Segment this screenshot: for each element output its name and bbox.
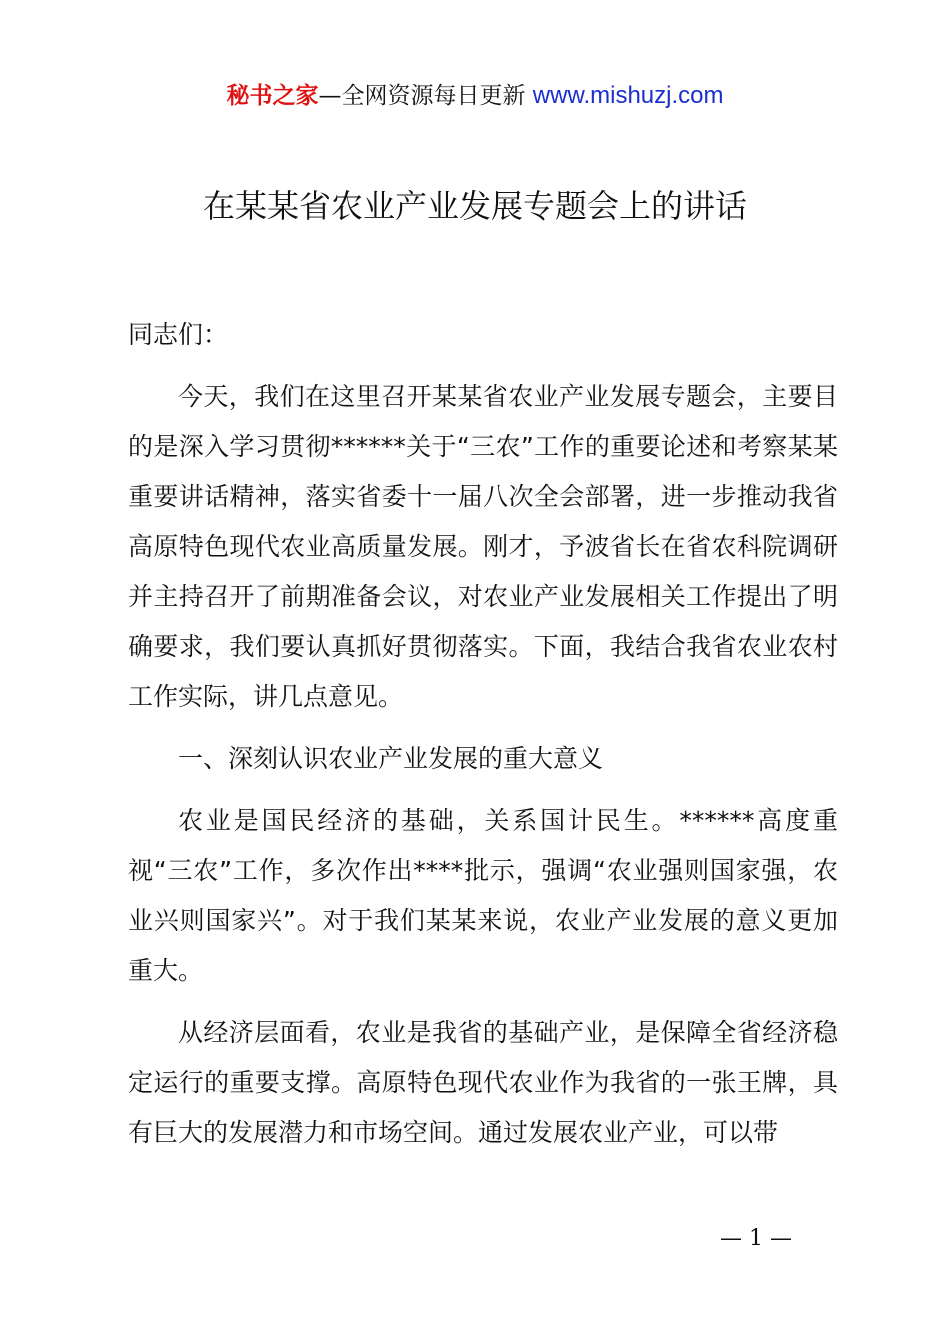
salutation: 同志们： [128,320,229,349]
brand-name: 秘书之家 [226,83,319,109]
page-number: — 1 — [720,1226,792,1251]
section-heading: 一、深刻认识农业产业发展的重大意义 [178,744,604,773]
document-title: 在某某省农业产业发展专题会上的讲话 [202,187,747,225]
site-header [0,80,950,112]
paragraph: 农业是国民经济的基础，关系国计民生。******高度重视“三农”工作，多次作出****批示，强调“农业强则国家强，农业兴则国家兴”。对于我们某某来说，农业产业发展的意义更加重大。 [128,806,838,985]
header-tagline: —全网资源每日更新 [318,83,533,109]
paragraph-intro: 今天，我们在这里召开某某省农业产业发展专题会，主要目的是深入学习贯彻******关于“三农”工作的重要论述和考察某某重要讲话精神，落实省委十一届八次全会部署，进一步推动我省高原特色现代农业高质量发展。刚才，予波省长在省农科院调研并主持召开了前期准备会议，对农业产业发展相关工作提出了明确要求，我们要认真抓好贯彻落实。下面，我结合我省农业农村工作实际，讲几点意见。 [128,382,838,711]
paragraph: 从经济层面看，农业是我省的基础产业，是保障全省经济稳定运行的重要支撑。高原特色现代农业作为我省的一张王牌，具有巨大的发展潜力和市场空间。通过发展农业产业，可以带 [128,1018,838,1147]
site-url[interactable]: www.mishuzj.com [532,82,724,109]
document-body [128,310,838,1158]
